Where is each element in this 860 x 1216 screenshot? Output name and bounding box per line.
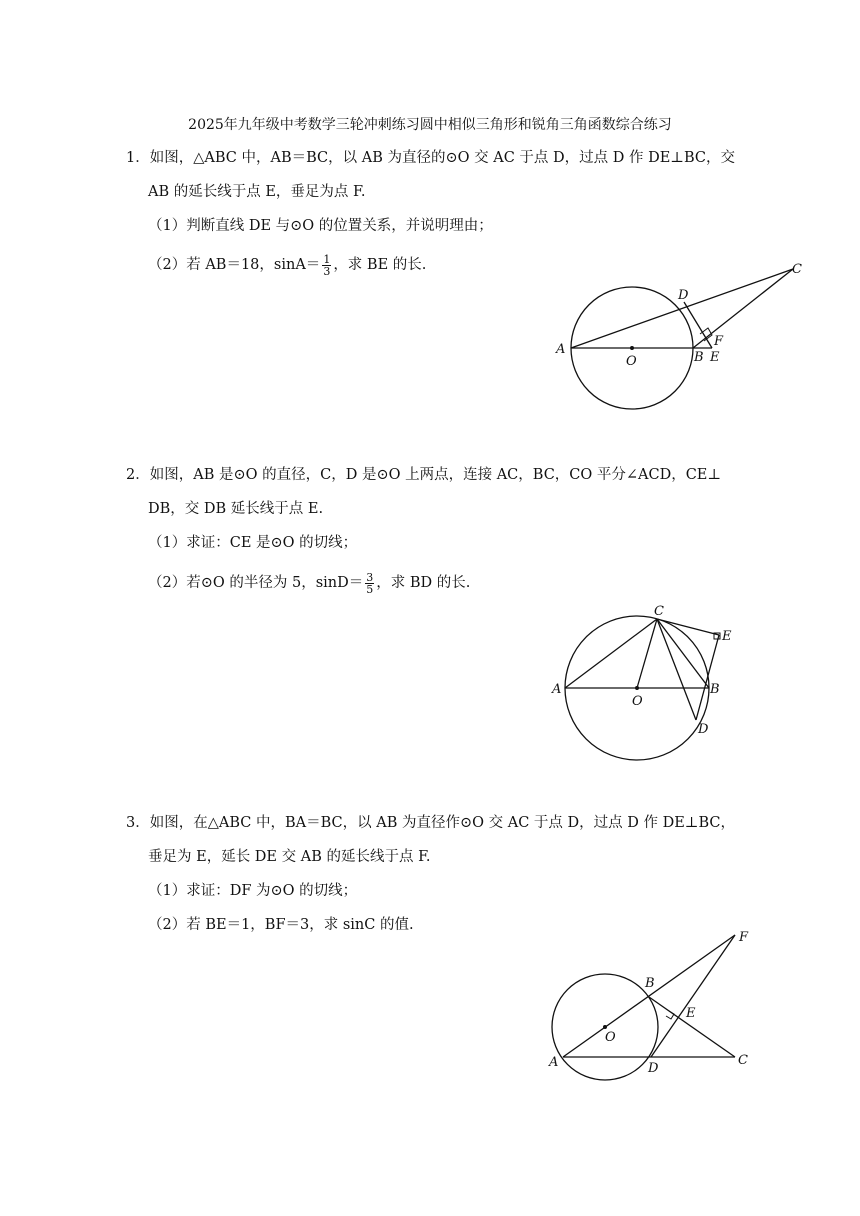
fraction-denominator: 3 [323, 264, 331, 278]
fraction [322, 254, 331, 277]
problem-number: 1． [126, 150, 150, 166]
question-2 [148, 253, 426, 277]
question-1: （1）求证：CE 是⊙O 的切线； [148, 535, 358, 551]
label-F: F [739, 930, 749, 945]
figure-1 [548, 255, 808, 415]
label-B: B [645, 976, 655, 991]
problem-stem-line-1: 如图，在△ABC 中，BA＝BC，以 AB 为直径作⊙O 交 AC 于点 D，过点 D 作 DE⊥BC， [149, 815, 735, 831]
fraction-denominator: 5 [366, 582, 374, 596]
question-2-suffix: ，求 BD 的长. [376, 575, 471, 591]
figure-3 [545, 925, 765, 1085]
problem-stem-line-1: 如图，AB 是⊙O 的直径，C，D 是⊙O 上两点，连接 AC，BC，CO 平分∠ACD，CE⊥ [149, 467, 722, 483]
document-title: 2025年九年级中考数学三轮冲刺练习圆中相似三角形和锐角三角函数综合练习 [188, 117, 672, 133]
label-E: E [686, 1006, 696, 1021]
problem-number: 2． [126, 467, 150, 483]
problem-stem-line-1: 如图，△ABC 中，AB＝BC，以 AB 为直径的⊙O 交 AC 于点 D，过点 D 作 DE⊥BC，交 [149, 150, 735, 166]
label-E: E [722, 629, 732, 644]
problem-stem-line-2: DB，交 DB 延长线于点 E. [148, 501, 324, 517]
problem-stem-line-2: 垂足为 E，延长 DE 交 AB 的延长线于点 F. [148, 849, 431, 865]
label-B: B [694, 350, 704, 365]
label-D: D [698, 722, 709, 737]
label-A: A [549, 1055, 559, 1070]
label-B: B [710, 682, 720, 697]
label-C: C [654, 604, 664, 619]
label-A: A [552, 682, 562, 697]
question-2: （2）若 BE＝1，BF＝3，求 sinC 的值. [148, 917, 414, 933]
question-2-prefix: （2）若⊙O 的半径为 5，sinD＝ [148, 575, 364, 591]
label-A: A [556, 342, 566, 357]
question-2-suffix: ，求 BE 的长. [333, 257, 427, 273]
figure-2 [548, 602, 758, 762]
label-C: C [738, 1053, 748, 1068]
label-O: O [605, 1030, 616, 1045]
label-O: O [626, 354, 637, 369]
label-D: D [678, 288, 689, 303]
question-2-prefix: （2）若 AB＝18，sinA＝ [148, 257, 321, 273]
problem-stem-line-2: AB 的延长线于点 E，垂足为点 F. [148, 184, 366, 200]
question-2 [148, 571, 470, 595]
label-O: O [632, 694, 643, 709]
label-C: C [792, 262, 802, 277]
fraction-numerator: 1 [323, 252, 331, 266]
fraction-numerator: 3 [366, 570, 374, 584]
question-1: （1）求证：DF 为⊙O 的切线； [148, 883, 358, 899]
problem-number: 3． [126, 815, 150, 831]
label-E: E [710, 350, 720, 365]
label-F: F [714, 334, 724, 349]
question-1: （1）判断直线 DE 与⊙O 的位置关系，并说明理由； [148, 218, 493, 234]
label-D: D [648, 1061, 659, 1076]
fraction [365, 572, 374, 595]
